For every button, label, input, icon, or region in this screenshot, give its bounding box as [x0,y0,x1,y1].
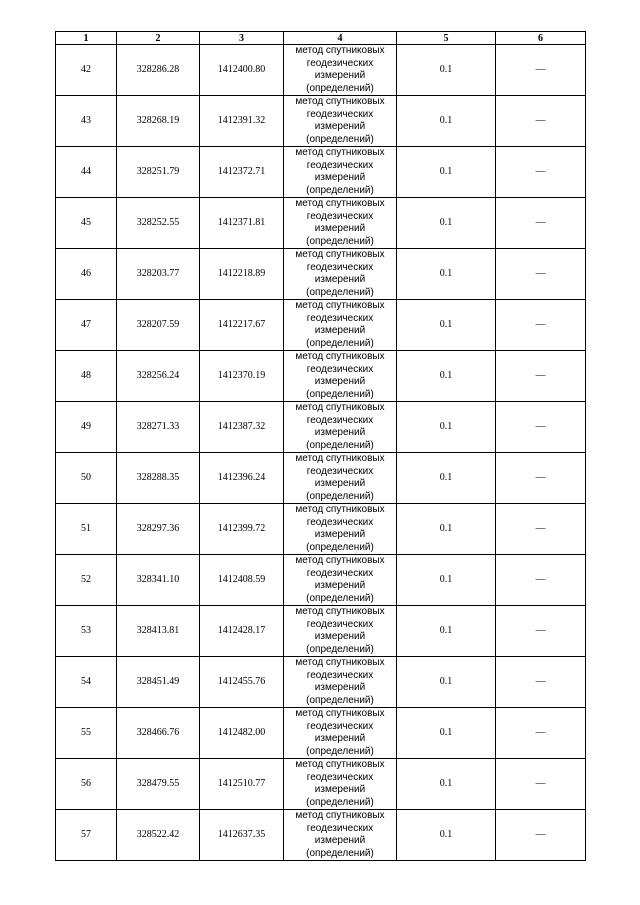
table-row [56,198,586,249]
point-number: 45 [56,198,117,249]
note-value: — [496,657,586,708]
coordinate-x: 328413.81 [117,606,200,657]
note-value: — [496,708,586,759]
coordinate-y: 1412387.32 [200,402,284,453]
note-value: — [496,45,586,96]
note-value: — [496,402,586,453]
determination-method: метод спутниковых геодезических измерений (определений) [284,96,397,147]
note-value: — [496,453,586,504]
coordinate-x: 328256.24 [117,351,200,402]
table-row [56,147,586,198]
coordinate-y: 1412391.32 [200,96,284,147]
coordinate-y: 1412372.71 [200,147,284,198]
table-row [56,504,586,555]
accuracy-value: 0.1 [397,606,496,657]
determination-method: метод спутниковых геодезических измерений (определений) [284,300,397,351]
note-value: — [496,759,586,810]
coordinate-y: 1412510.77 [200,759,284,810]
determination-method: метод спутниковых геодезических измерений (определений) [284,147,397,198]
accuracy-value: 0.1 [397,351,496,402]
point-number: 42 [56,45,117,96]
note-value: — [496,147,586,198]
accuracy-value: 0.1 [397,45,496,96]
table-row [56,351,586,402]
note-value: — [496,810,586,861]
point-number: 54 [56,657,117,708]
accuracy-value: 0.1 [397,300,496,351]
coordinate-y: 1412396.24 [200,453,284,504]
accuracy-value: 0.1 [397,147,496,198]
accuracy-value: 0.1 [397,249,496,300]
coordinate-x: 328252.55 [117,198,200,249]
point-number: 43 [56,96,117,147]
table-row [56,759,586,810]
point-number: 44 [56,147,117,198]
point-number: 55 [56,708,117,759]
point-number: 53 [56,606,117,657]
accuracy-value: 0.1 [397,504,496,555]
point-number: 48 [56,351,117,402]
table-row [56,708,586,759]
table-row [56,300,586,351]
column-header-6: 6 [496,32,586,45]
column-header-3: 3 [200,32,284,45]
coordinates-table [55,31,586,861]
determination-method: метод спутниковых геодезических измерений (определений) [284,708,397,759]
determination-method: метод спутниковых геодезических измерений (определений) [284,351,397,402]
note-value: — [496,351,586,402]
coordinate-x: 328466.76 [117,708,200,759]
coordinate-x: 328286.28 [117,45,200,96]
determination-method: метод спутниковых геодезических измерений (определений) [284,198,397,249]
determination-method: метод спутниковых геодезических измерений (определений) [284,555,397,606]
column-header-4: 4 [284,32,397,45]
note-value: — [496,300,586,351]
table-row [56,453,586,504]
determination-method: метод спутниковых геодезических измерений (определений) [284,606,397,657]
accuracy-value: 0.1 [397,453,496,504]
coordinate-x: 328251.79 [117,147,200,198]
accuracy-value: 0.1 [397,96,496,147]
point-number: 46 [56,249,117,300]
note-value: — [496,555,586,606]
determination-method: метод спутниковых геодезических измерений (определений) [284,45,397,96]
coordinate-y: 1412371.81 [200,198,284,249]
note-value: — [496,96,586,147]
coordinate-x: 328268.19 [117,96,200,147]
table-row [56,555,586,606]
accuracy-value: 0.1 [397,810,496,861]
coordinate-y: 1412370.19 [200,351,284,402]
table-row [56,249,586,300]
table-row [56,606,586,657]
table-row [56,657,586,708]
note-value: — [496,504,586,555]
coordinate-x: 328297.36 [117,504,200,555]
note-value: — [496,198,586,249]
coordinate-x: 328451.49 [117,657,200,708]
point-number: 47 [56,300,117,351]
determination-method: метод спутниковых геодезических измерений (определений) [284,759,397,810]
coordinate-y: 1412400.80 [200,45,284,96]
coordinate-y: 1412408.59 [200,555,284,606]
coordinate-y: 1412482.00 [200,708,284,759]
note-value: — [496,249,586,300]
coordinate-x: 328522.42 [117,810,200,861]
coordinate-y: 1412455.76 [200,657,284,708]
table-body [56,45,586,861]
table-row [56,402,586,453]
accuracy-value: 0.1 [397,555,496,606]
coordinate-y: 1412637.35 [200,810,284,861]
coordinate-y: 1412218.89 [200,249,284,300]
document-page [55,31,585,861]
column-header-2: 2 [117,32,200,45]
determination-method: метод спутниковых геодезических измерений (определений) [284,657,397,708]
determination-method: метод спутниковых геодезических измерений (определений) [284,504,397,555]
coordinate-x: 328203.77 [117,249,200,300]
point-number: 49 [56,402,117,453]
point-number: 51 [56,504,117,555]
coordinate-x: 328479.55 [117,759,200,810]
accuracy-value: 0.1 [397,708,496,759]
column-header-5: 5 [397,32,496,45]
table-row [56,96,586,147]
coordinate-x: 328341.10 [117,555,200,606]
table-row [56,45,586,96]
determination-method: метод спутниковых геодезических измерений (определений) [284,249,397,300]
point-number: 52 [56,555,117,606]
determination-method: метод спутниковых геодезических измерений (определений) [284,402,397,453]
coordinate-y: 1412428.17 [200,606,284,657]
coordinate-y: 1412399.72 [200,504,284,555]
accuracy-value: 0.1 [397,759,496,810]
accuracy-value: 0.1 [397,402,496,453]
coordinate-x: 328207.59 [117,300,200,351]
accuracy-value: 0.1 [397,198,496,249]
accuracy-value: 0.1 [397,657,496,708]
point-number: 56 [56,759,117,810]
coordinate-x: 328271.33 [117,402,200,453]
note-value: — [496,606,586,657]
point-number: 57 [56,810,117,861]
coordinate-y: 1412217.67 [200,300,284,351]
column-header-1: 1 [56,32,117,45]
coordinate-x: 328288.35 [117,453,200,504]
point-number: 50 [56,453,117,504]
determination-method: метод спутниковых геодезических измерений (определений) [284,453,397,504]
determination-method: метод спутниковых геодезических измерений (определений) [284,810,397,861]
header-row [56,32,586,45]
table-row [56,810,586,861]
